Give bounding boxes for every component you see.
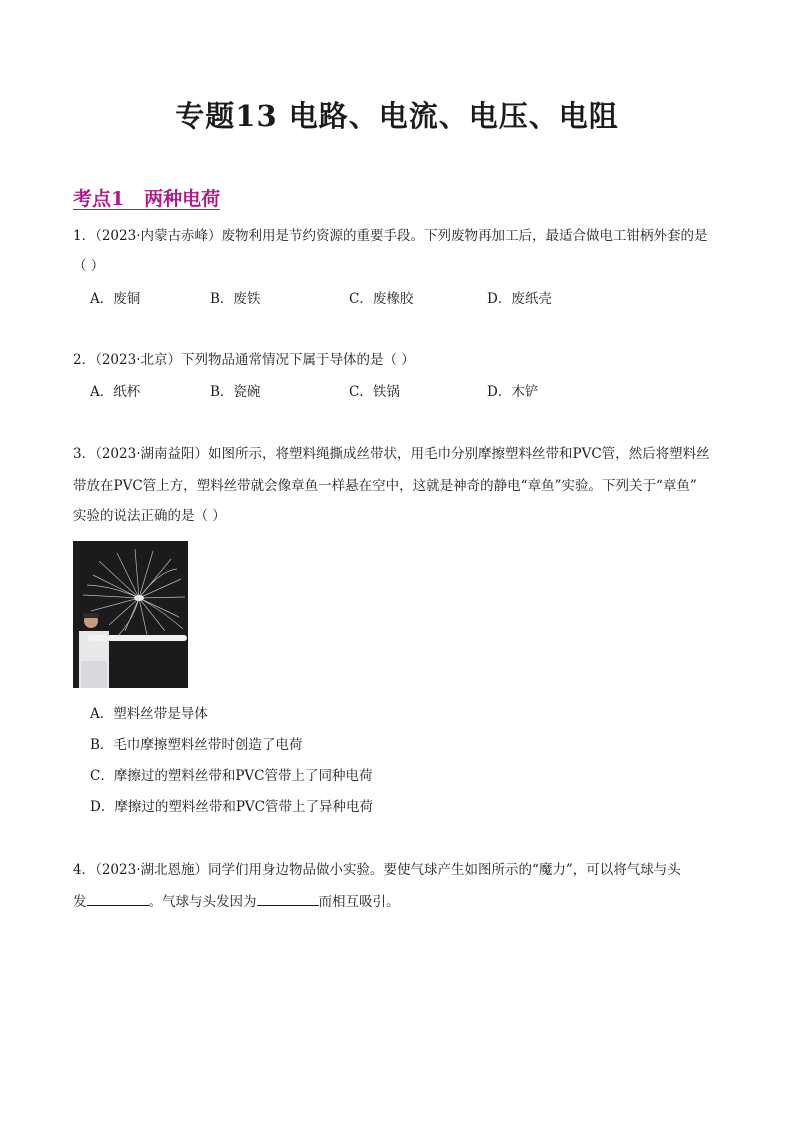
answer-blank-1[interactable]: [87, 891, 149, 906]
question-1-option-c: C．废橡胶: [349, 291, 414, 307]
page-title: 专题13 电路、电流、电压、电阻: [175, 99, 619, 133]
question-3-option-d: D．摩擦过的塑料丝带和PVC管带上了异种电荷: [90, 799, 373, 815]
question-1-stem: 1．（2023·内蒙古赤峰）废物利用是节约资源的重要手段。下列废物再加工后，最适合做电工钳柄外套的是: [73, 228, 708, 244]
question-2-option-b: B．瓷碗: [210, 384, 261, 400]
question-4-stem: 4．（2023·湖北恩施）同学们用身边物品做小实验。要使气球产生如图所示的“魔力”，可以将气球与头: [73, 862, 681, 878]
question-3-option-b: B．毛巾摩擦塑料丝带时创造了电荷: [90, 737, 303, 753]
question-2-option-d: D．木铲: [487, 384, 539, 400]
question-4-text-c: 而相互吸引。: [318, 894, 400, 910]
question-2-option-a: A．纸杯: [90, 384, 141, 400]
section-heading: 考点1 两种电荷: [73, 188, 221, 210]
answer-blank-2[interactable]: [257, 891, 319, 906]
question-1-option-a: A．废铜: [90, 291, 141, 307]
question-3-stem-cont: 带放在PVC管上方，塑料丝带就会像章鱼一样悬在空中，这就是神奇的静电“章鱼”实验。下列关于“章鱼”: [73, 478, 697, 494]
question-3-stem-end: 实验的说法正确的是（ ）: [73, 508, 226, 524]
question-1-option-b: B．废铁: [210, 291, 261, 307]
question-3-stem: 3．（2023·湖南益阳）如图所示，将塑料绳撕成丝带状，用毛巾分别摩擦塑料丝带和PVC管，然后将塑料丝: [73, 446, 710, 462]
question-4-text-b: 。气球与头发因为: [148, 894, 257, 910]
question-4-stem-cont: [73, 891, 400, 912]
question-2-option-c: C．铁锅: [349, 384, 400, 400]
question-2-stem: 2．（2023·北京）下列物品通常情况下属于导体的是（ ）: [73, 352, 415, 368]
question-1-stem-cont: （ ）: [73, 258, 105, 274]
question-3-option-c: C．摩擦过的塑料丝带和PVC管带上了同种电荷: [90, 768, 373, 784]
static-octopus-photo: [73, 541, 188, 688]
question-3-option-a: A．塑料丝带是导体: [90, 706, 208, 722]
question-4-text-a: 发: [73, 894, 87, 910]
question-1-option-d: D．废纸壳: [487, 291, 552, 307]
